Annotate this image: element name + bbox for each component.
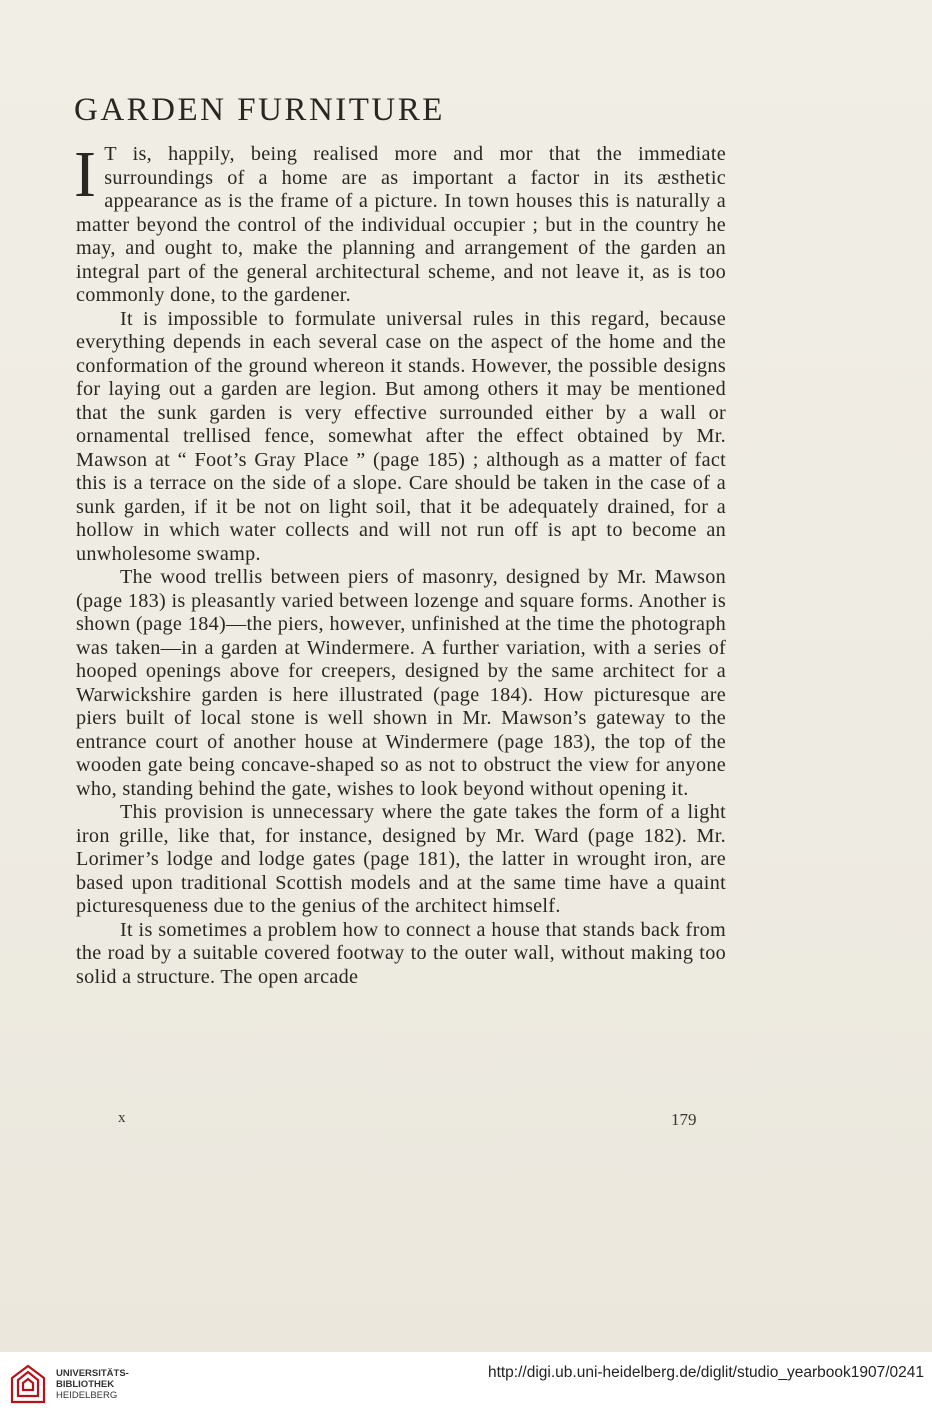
institution-line-3: HEIDELBERG [56,1390,118,1401]
page-number: 179 [671,1110,697,1129]
institution-line-1: UNIVERSITÄTS- [56,1368,129,1379]
drop-cap: I [74,138,97,211]
viewer-footer [0,1352,932,1420]
paragraph-4: This provision is unnecessary where the gate takes the form of a light iron grille, like that, for instance, designed by Mr. Ward (page 182). Mr. Lorimer’s lodge and lodge gates (page 181), the latter in wrought iron, are based upon traditional Scottish models and at the same time have a quaint picturesqueness due to the genius of the architect himself. [76,801,726,917]
paragraph-2: It is impossible to formulate universal rules in this regard, because everything depends in each several case on the aspect of the home and the conformation of the ground whereon it stands. However, the possible designs for laying out a garden are legion. But among others it may be mentioned that the sunk garden is very effective surrounded either by a wall or ornamental trellised fence, somewhat after the effect obtained by Mr. Mawson at “ Foot’s Gray Place ” (page 185) ; although as a matter of fact this is a terrace on the side of a slope. Care should be taken in the case of a sunk garden, if it be not on light soil, that it be adequately drained, for a hollow in which water collects and will not run off is apt to become an unwholesome swamp. [76,307,726,565]
permalink-url[interactable]: http://digi.ub.uni-heidelberg.de/diglit/studio_yearbook1907/0241 [487,1364,924,1381]
paragraph-1-text: T is, happily, being realised more and mor that the immediate surroundings of a home are as important a factor in its æsthetic appearance as is the frame of a picture. In town houses this is naturally a matter beyond the control of the individual occupier ; but in the country he may, and ought to, make the planning and arrangement of the garden an integral part of the general architectural scheme, and not leave it, as is too commonly done, to the gardener. [76,143,726,306]
signature-mark: x [118,1110,126,1126]
institution-name [56,1368,129,1401]
university-library-logo-icon[interactable] [8,1362,48,1408]
institution-line-2: BIBLIOTHEK [56,1379,115,1390]
paragraph-5: It is sometimes a problem how to connect a house that stands back from the road by a suitable covered footway to the outer wall, without making too solid a structure. The open arcade [76,918,726,988]
article-body [74,138,726,989]
paragraph-3: The wood trellis between piers of masonry, designed by Mr. Mawson (page 183) is pleasantly varied between lozenge and square forms. Another is shown (page 184)—the piers, however, unfinished at the time the photograph was taken—in a garden at Windermere. A further variation, with a series of hooped openings above for creepers, designed by the same architect for a Warwickshire garden is here illustrated (page 184). How picturesque are piers built of local stone is well shown in Mr. Mawson’s gateway to the entrance court of another house at Windermere (page 183), the top of the wooden gate being concave-shaped so as not to obstruct the view for anyone who, standing behind the gate, wishes to look beyond without opening it. [76,566,726,800]
page-title: GARDEN FURNITURE [74,92,445,128]
paragraph-1 [74,138,726,308]
